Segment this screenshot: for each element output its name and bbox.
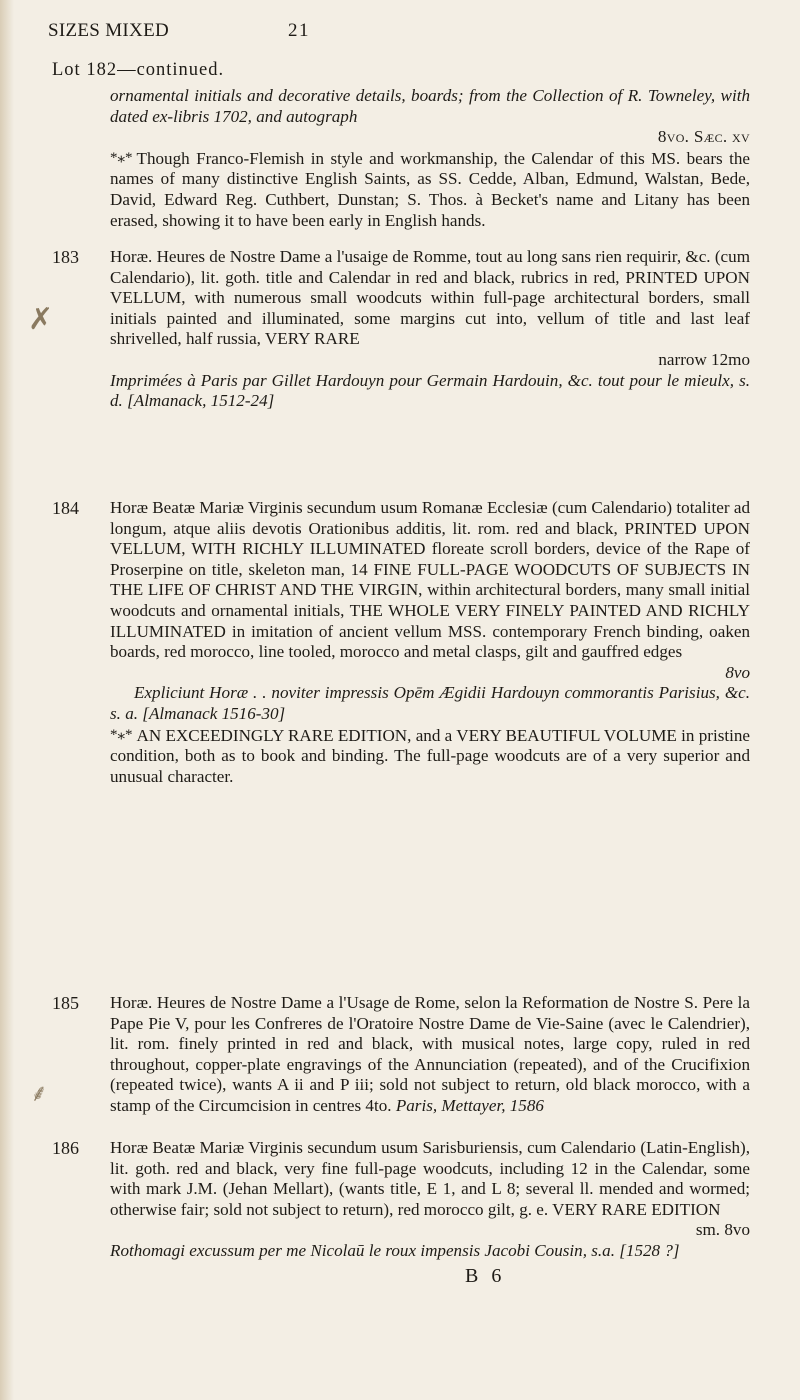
lot-185-number: 185 xyxy=(52,993,79,1013)
lot-182-format: 8vo. Sæc. xv xyxy=(657,127,750,147)
lot-186-number: 186 xyxy=(52,1138,79,1158)
lot-184-format: 8vo xyxy=(725,662,750,682)
lot-185-text xyxy=(110,993,750,1117)
lot-183-entry xyxy=(110,247,750,412)
lot-185-text-body: Horæ. Heures de Nostre Dame a l'Usage de Rome, selon la Reformation de Nostre S. Pere la Pape Pie V, pour les Confreres de l'Oratoire Nostre Dame de Vie-Saine (avec le Calendrier), lit. rom. finely printed in red and black, with musical notes, large copy, ruled in red throughout, copper-plate engravings of the Annunciation (repeated), and of the Crucifixion (repeated twice), wants A ii and P iii; sold not subject to return, old black morocco, with a stamp of the Circumcision in centres xyxy=(110,993,750,1115)
page-edge-shadow xyxy=(0,0,14,1400)
lot-182-note-text: Though Franco-Flemish in style and workmanship, the Calendar of this MS. bears the names of many distinctive English Saints, as SS. Cedde, Alban, Edmund, Walstan, Bede, David, Edward Reg. Cuthbert, Dunstan; S. Thos. à Becket's name and Litany has been erased, showing it to have been early in English hands. xyxy=(110,148,750,230)
lot-183-format: narrow 12mo xyxy=(658,349,750,369)
page-number: 21 xyxy=(288,20,310,41)
running-header xyxy=(48,20,752,50)
lot-183-number: 183 xyxy=(52,247,79,267)
lot-184-text: Horæ Beatæ Mariæ Virginis secundum usum Romanæ Ecclesiæ (cum Calendario) totaliter ad longum, atque aliis devotis Orationibus additis, lit. rom. red and black, PRINTED UPON VELLUM, WITH RICHLY ILLUMINATED floreate scroll borders, device of the Rape of Proserpine on title, skeleton man, 14 FINE FULL-PAGE WOODCUTS OF SUBJECTS IN THE LIFE OF CHRIST AND THE VIRGIN, within architectural borders, many small initial woodcuts and ornamental initials, THE WHOLE VERY FINELY PAINTED AND RICHLY ILLUMINATED in imitation of ancient vellum MSS. contemporary French binding, oaken boards, red morocco, line tooled, morocco and metal clasps, gilt and gauffred edges xyxy=(110,498,750,662)
asterism-icon: *⁎* xyxy=(110,149,133,166)
lot-184-imprint: Expliciunt Horæ . . noviter impressis Opēm Ægidii Hardouyn commorantis Parisius, &c. s. a. [Almanack 1516-30] xyxy=(110,683,750,723)
asterism-icon: *⁎* xyxy=(110,726,133,743)
lot-182-continued-heading: Lot 182—continued. xyxy=(52,60,225,80)
lot-186-format: sm. 8vo xyxy=(695,1220,750,1240)
lot-182-text: ornamental initials and decorative details, boards; from the Collection of R. Towneley, with dated ex-libris 1702, and autograph xyxy=(110,86,750,126)
lot-183-imprint: Imprimées à Paris par Gillet Hardouyn pour Germain Hardouin, &c. tout pour le mieulx, s. d. [Almanack, 1512-24] xyxy=(110,370,750,411)
signature-mark: B 6 xyxy=(465,1265,506,1287)
pencil-mark-icon: ⸙ xyxy=(30,1081,48,1107)
lot-183-text: Horæ. Heures de Nostre Dame a l'usaige de Romme, tout au long sans rien requirir, &c. (cum Calendario), lit. goth. title and Calendar in red and black, rubrics in red, PRINTED UPON VELLUM, with numerous small woodcuts within full-page architectural borders, small initials painted and illuminated, some margins cut into, vellum of title and last leaf shrivelled, half russia, VERY RARE xyxy=(110,247,750,349)
lot-185-entry xyxy=(110,993,750,1117)
pencil-mark-icon: ✗ xyxy=(28,303,54,336)
lot-182-note xyxy=(110,148,750,231)
lot-182-entry xyxy=(110,86,750,231)
lot-184-number: 184 xyxy=(52,498,79,518)
lot-184-note xyxy=(110,725,750,788)
lot-185-imprint: Paris, Mettayer, 1586 xyxy=(395,1095,544,1115)
lot-184-note-text: AN EXCEEDINGLY RARE EDITION, and a VERY BEAUTIFUL VOLUME in pristine condition, both as to book and binding. The full-page woodcuts are of a very superior and unusual character. xyxy=(110,725,750,786)
lot-186-text: Horæ Beatæ Mariæ Virginis secundum usum Sarisburiensis, cum Calendario (Latin-English), lit. goth. red and black, very fine full-page woodcuts, including 12 in the Calendar, some with mark J.M. (Jehan Mellart), (wants title, E 1, and L 8; several ll. mended and wormed; otherwise fair; sold not subject to return), red morocco gilt, g. e. VERY RARE EDITION xyxy=(110,1138,750,1219)
lot-186-imprint: Rothomagi excussum per me Nicolaū le roux impensis Jacobi Cousin, s.a. [1528 ?] xyxy=(110,1240,680,1260)
lot-184-entry xyxy=(110,498,750,787)
lot-185-format: 4to. xyxy=(365,1095,392,1115)
lot-186-entry xyxy=(110,1138,750,1262)
running-title: SIZES MIXED xyxy=(48,20,169,41)
